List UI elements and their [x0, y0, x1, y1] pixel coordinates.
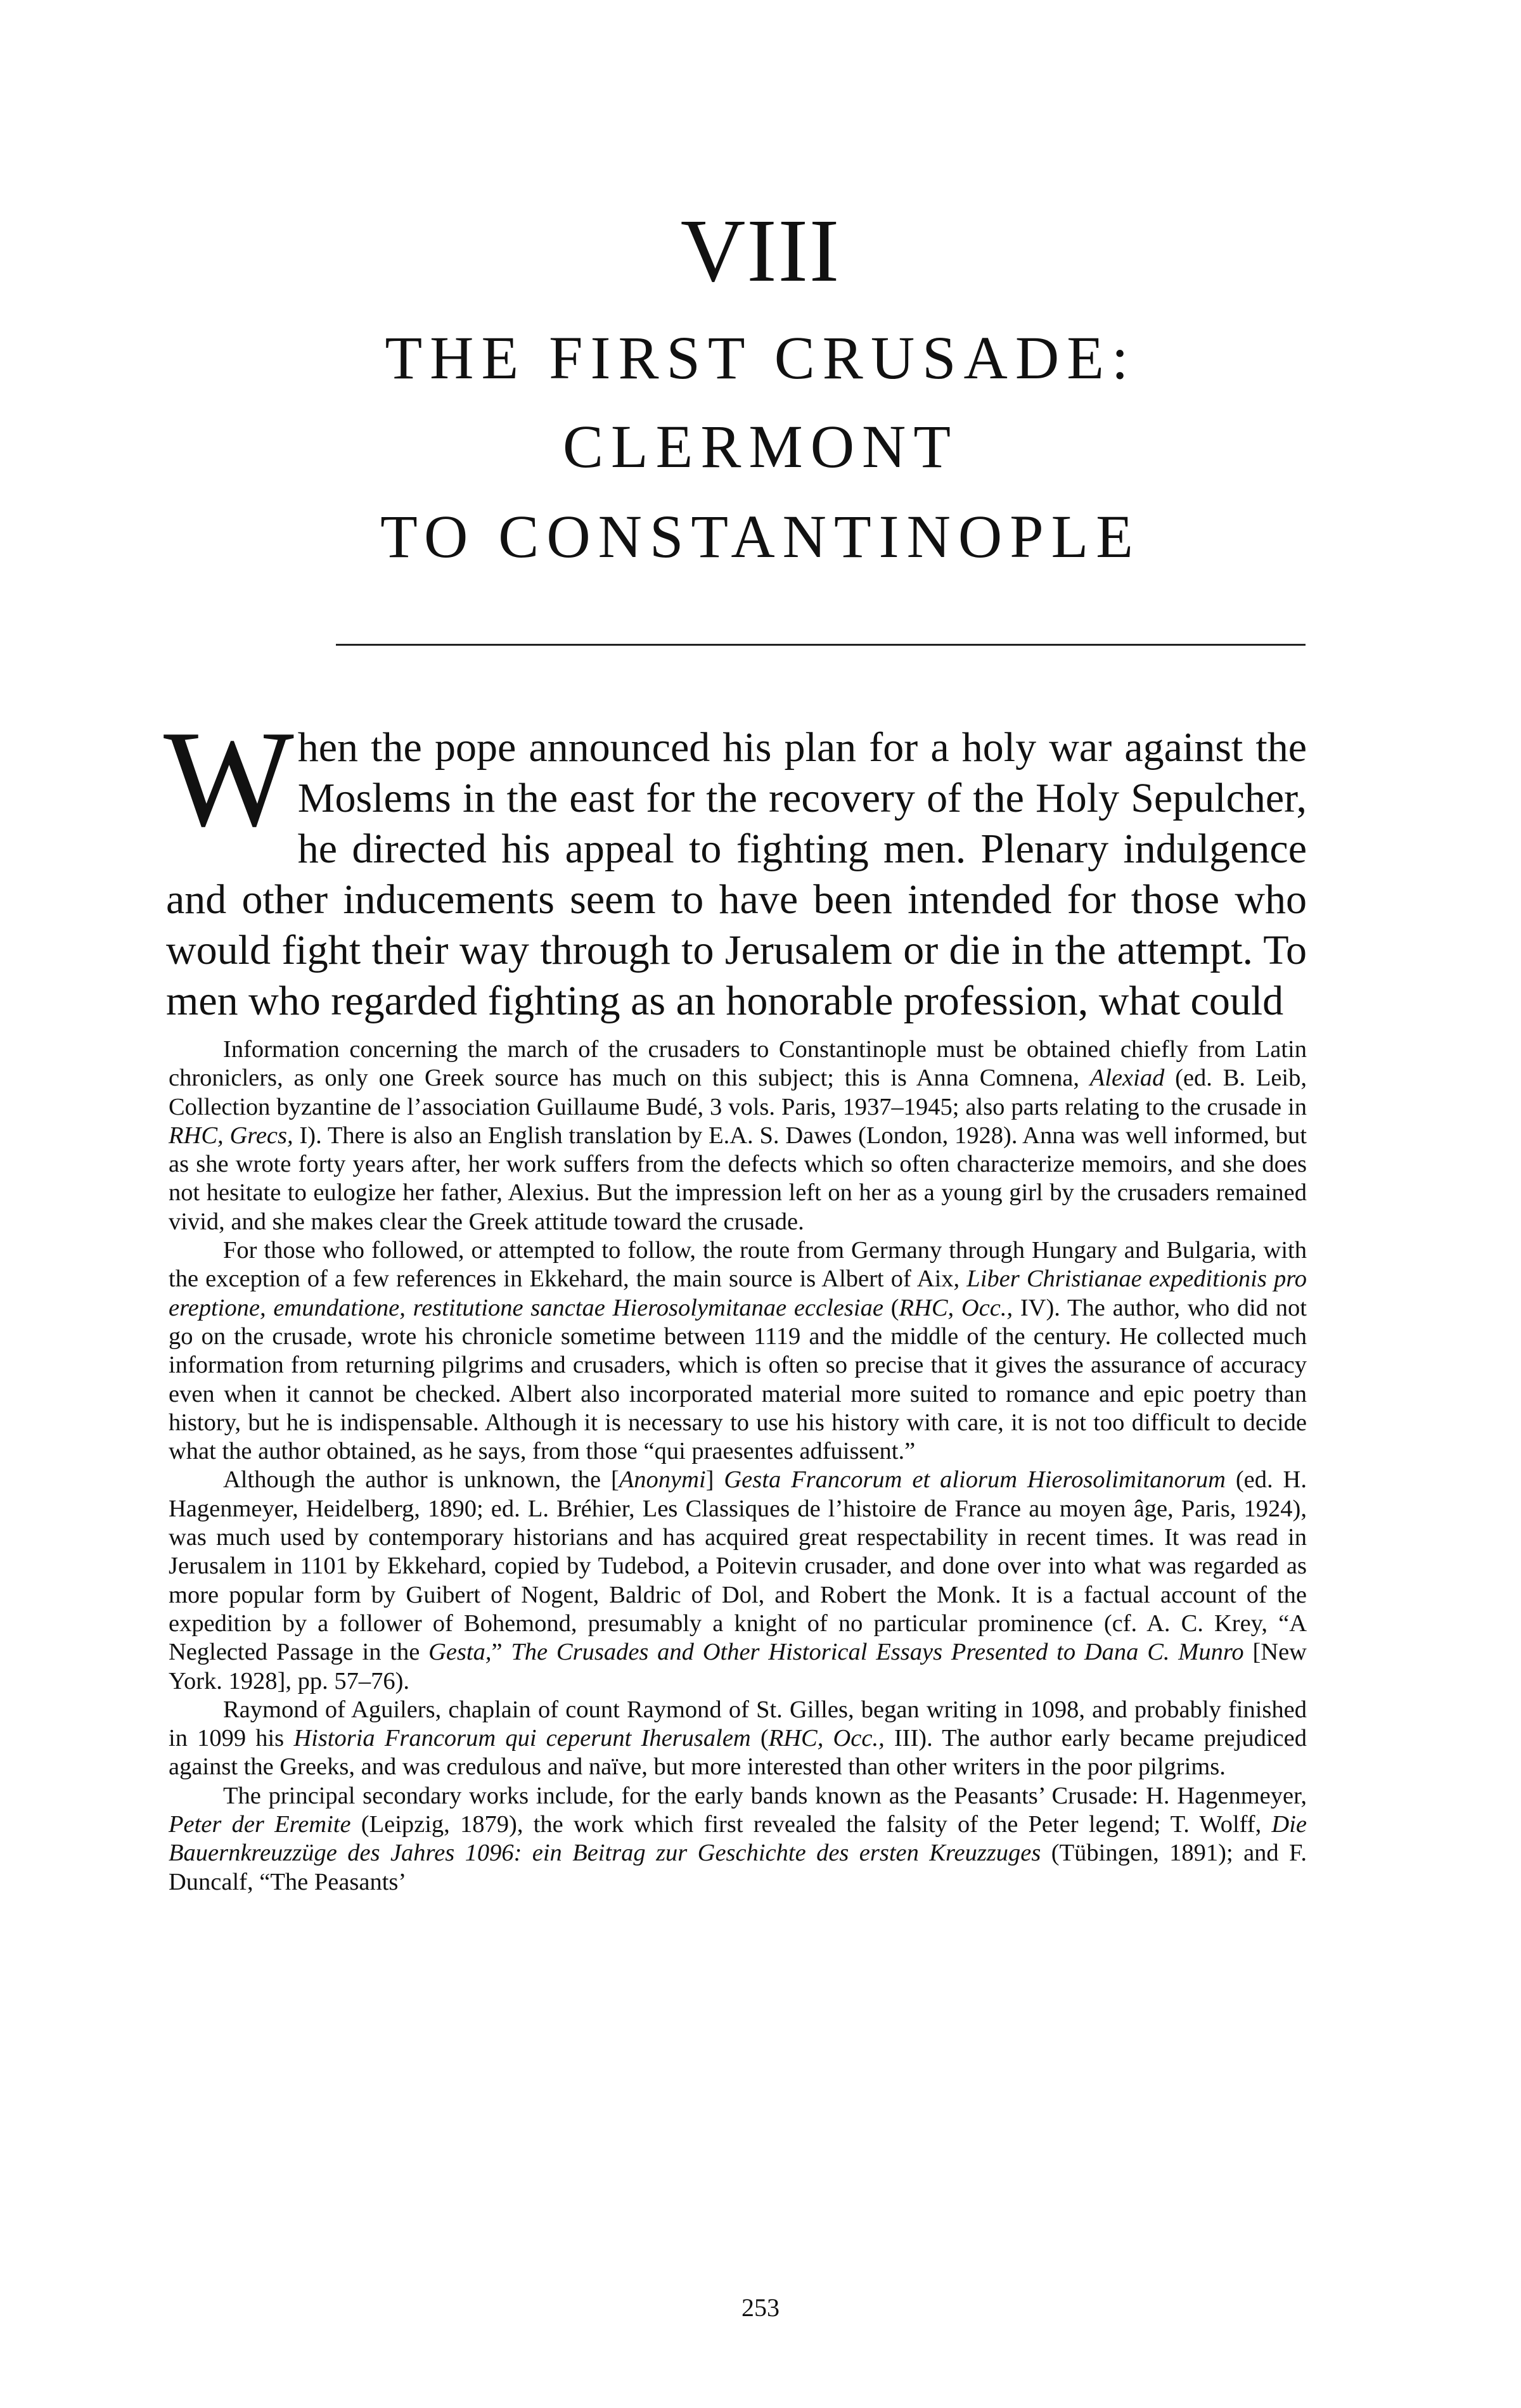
- chapter-title-line-2: CLERMONT: [563, 413, 958, 480]
- note-paragraph: Information concerning the march of the crusaders to Constantinople must be obtained chiefly from Latin chroniclers, as only one Greek source has much on this subject; this is Anna Comnena, Alexiad (ed. B. Leib, Collection byzantine de l’association Guillaume Budé, 3 vols. Paris, 1937–1945; also parts relating to the crusade in RHC, Grecs, I). There is also an English translation by E.A. S. Dawes (London, 1928). Anna was well informed, but as she wrote forty years after, her work suffers from the defects which so often characterize memoirs, and she does not hesitate to eulogize her father, Alexius. But the impression left on her as a young girl by the crusaders remained vivid, and she makes clear the Greek attitude toward the crusade.: [169, 1036, 1307, 1235]
- title-divider: [336, 644, 1306, 646]
- note-paragraph: Raymond of Aguilers, chaplain of count Raymond of St. Gilles, began writing in 1098, and probably finished in 1099 his Historia Francorum qui ceperunt Iherusalem (RHC, Occ., III). The author early became prejudiced against the Greeks, and was credulous and naïve, but more interested than other writers in the poor pilgrims.: [169, 1696, 1307, 1781]
- chapter-title-line-1: THE FIRST CRUSADE:: [385, 324, 1136, 392]
- page-number: 253: [741, 2293, 780, 2322]
- note-paragraph: For those who followed, or attempted to follow, the route from Germany through Hungary and Bulgaria, with the exception of a few references in Ekkehard, the main source is Albert of Aix, Liber Christianae expeditionis pro ereptione, emundatione, restitutione sanctae Hierosolymitanae ecclesiae (RHC, Occ., IV). The author, who did not go on the crusade, wrote his chronicle sometime between 1119 and the middle of the century. He collected much information from returning pilgrims and crusaders, which is often so precise that it gives the assurance of accuracy even when it cannot be checked. Albert also incorporated material more suited to romance and epic poetry than history, but he is indispensable. Although it is necessary to use his history with care, it is not too difficult to decide what the author obtained, as he says, from those “qui praesentes adfuissent.”: [169, 1237, 1307, 1465]
- opening-paragraph: [164, 703, 1307, 1027]
- drop-cap-initial: W: [164, 703, 294, 855]
- note-paragraph: Although the author is unknown, the [Anonymi] Gesta Francorum et aliorum Hierosolimitanorum (ed. H. Hagenmeyer, Heidelberg, 1890; ed. L. Bréhier, Les Classiques de l’histoire de France au moyen âge, Paris, 1924), was much used by contemporary historians and has acquired great respectability in recent times. It was read in Jerusalem in 1101 by Ekkehard, copied by Tudebod, a Poitevin crusader, and done over into what was regarded as more popular form by Guibert of Nogent, Baldric of Dol, and Robert the Monk. It is a factual account of the expedition by a follower of Bohemond, presumably a knight of no particular prominence (cf. A. C. Krey, “A Neglected Passage in the Gesta,” The Crusades and Other Historical Essays Presented to Dana C. Munro [New York. 1928], pp. 57–76).: [169, 1466, 1307, 1694]
- chapter-title-line-3: TO CONSTANTINOPLE: [380, 503, 1141, 570]
- chapter-number: VIII: [680, 200, 841, 300]
- opening-text: hen the pope announced his plan for a holy war against the Moslems in the east for the recovery of the Holy Sepulcher, he directed his appeal to fighting men. Plenary indulgence and other inducements seem to have been intended for those who would fight their way through to Jerusalem or die in the attempt. To men who regarded fighting as an honorable profession, what could: [166, 724, 1307, 1024]
- bibliographical-note: [169, 1035, 1307, 1897]
- note-paragraph: The principal secondary works include, for the early bands known as the Peasants’ Crusade: H. Hagenmeyer, Peter der Eremite (Leipzig, 1879), the work which first revealed the falsity of the Peter legend; T. Wolff, Die Bauernkreuzzüge des Jahres 1096: ein Beitrag zur Geschichte des ersten Kreuzzuges (Tübingen, 1891); and F. Duncalf, “The Peasants’: [169, 1782, 1307, 1895]
